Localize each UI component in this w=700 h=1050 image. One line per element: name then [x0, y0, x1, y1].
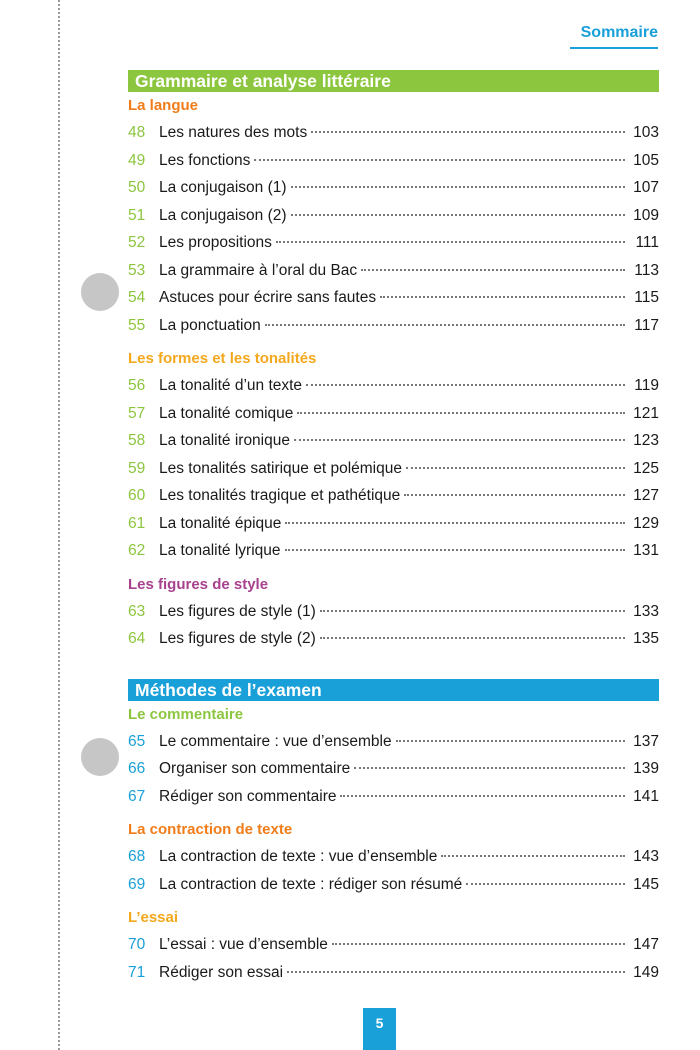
dot-leader: [285, 548, 626, 551]
dot-leader: [441, 854, 625, 857]
entry-page: 143: [633, 848, 659, 865]
entry-number: 63: [128, 602, 146, 620]
entry-title: La tonalité comique: [159, 404, 294, 422]
dot-leader: [297, 411, 625, 414]
toc-entry[interactable]: [128, 482, 659, 510]
entry-title: Le commentaire : vue d’ensemble: [159, 732, 392, 750]
entry-page: 133: [633, 602, 659, 620]
entry-page: 123: [633, 432, 659, 449]
toc-entry[interactable]: [128, 229, 659, 257]
subsection-heading: L’essai: [128, 909, 179, 926]
entry-number: 48: [128, 124, 146, 141]
entry-number: 55: [128, 316, 146, 334]
entry-page: 119: [634, 377, 659, 394]
toc-entry[interactable]: [128, 372, 659, 400]
entry-title: La tonalité lyrique: [159, 542, 281, 559]
entry-number: 54: [128, 289, 146, 306]
entry-page: 125: [633, 459, 659, 477]
entry-number: 51: [128, 206, 146, 224]
entry-title: La grammaire à l’oral du Bac: [159, 261, 358, 279]
binder-hole: [81, 738, 119, 776]
entry-number: 52: [128, 234, 146, 251]
toc-entry[interactable]: [128, 427, 659, 455]
subsection-heading: La contraction de texte: [128, 821, 293, 838]
dot-leader: [285, 521, 625, 524]
entry-number: 53: [128, 261, 146, 279]
entry-number: 58: [128, 432, 146, 449]
section-heading: Méthodes de l’examen: [128, 679, 659, 701]
entry-page: 109: [633, 206, 659, 224]
entry-number: 49: [128, 151, 146, 169]
toc-entry[interactable]: [128, 312, 659, 340]
subsection-heading: Le commentaire: [128, 705, 244, 723]
toc-entry[interactable]: [128, 783, 659, 811]
dot-leader: [466, 882, 625, 885]
dot-leader: [311, 130, 625, 133]
entry-number: 60: [128, 487, 146, 504]
perforation-line: [58, 0, 60, 1050]
toc-entry[interactable]: [128, 931, 659, 959]
binder-hole: [81, 273, 119, 311]
toc-entry[interactable]: [128, 625, 659, 653]
entry-page: 113: [634, 261, 659, 279]
dot-leader: [294, 438, 625, 441]
entry-number: 64: [128, 630, 146, 647]
header-underline: [570, 47, 658, 49]
entry-page: 121: [633, 404, 659, 422]
header-title: Sommaire: [580, 24, 658, 41]
entry-title: Les tonalités tragique et pathétique: [159, 487, 401, 504]
entry-number: 66: [128, 760, 146, 777]
dot-leader: [361, 268, 625, 271]
entry-page: 131: [633, 542, 659, 559]
table-of-contents: [128, 70, 659, 986]
entry-page: 117: [634, 316, 659, 334]
entry-number: 59: [128, 459, 146, 477]
entry-title: Les propositions: [159, 234, 272, 251]
toc-entry[interactable]: [128, 755, 659, 783]
dot-leader: [320, 609, 625, 612]
toc-entry[interactable]: [128, 257, 659, 285]
entry-title: Les tonalités satirique et polémique: [159, 459, 402, 477]
entry-number: 70: [128, 936, 146, 953]
entry-number: 71: [128, 963, 146, 981]
entry-title: Organiser son commentaire: [159, 760, 351, 777]
entry-page: 127: [633, 487, 659, 504]
toc-entry[interactable]: [128, 284, 659, 312]
dot-leader: [320, 636, 625, 639]
page-number: 5: [363, 1008, 396, 1050]
dot-leader: [404, 493, 625, 496]
subsection-heading: La langue: [128, 97, 199, 114]
entry-title: La tonalité épique: [159, 514, 282, 532]
dot-leader: [287, 970, 625, 973]
entry-number: 50: [128, 179, 146, 196]
dot-leader: [291, 213, 625, 216]
entry-title: Les figures de style (2): [159, 630, 316, 647]
entry-number: 62: [128, 542, 146, 559]
dot-leader: [291, 185, 625, 188]
toc-entry[interactable]: [128, 871, 659, 899]
entry-title: La tonalité d’un texte: [159, 377, 303, 394]
entry-page: 115: [634, 289, 659, 306]
entry-page: 139: [633, 760, 659, 777]
dot-leader: [340, 794, 625, 797]
dot-leader: [265, 323, 625, 326]
toc-entry[interactable]: [128, 728, 659, 756]
entry-title: La contraction de texte : vue d’ensemble: [159, 848, 438, 865]
dot-leader: [354, 766, 625, 769]
entry-number: 65: [128, 732, 146, 750]
entry-number: 67: [128, 787, 146, 805]
toc-entry[interactable]: [128, 537, 659, 565]
dot-leader: [276, 240, 625, 243]
dot-leader: [306, 383, 625, 386]
entry-page: 129: [633, 514, 659, 532]
toc-entry[interactable]: [128, 843, 659, 871]
toc-entry[interactable]: [128, 510, 659, 538]
entry-title: Rédiger son essai: [159, 963, 284, 981]
entry-page: 105: [633, 151, 659, 169]
entry-number: 56: [128, 377, 146, 394]
toc-entry[interactable]: [128, 174, 659, 202]
dot-leader: [396, 739, 625, 742]
entry-title: Rédiger son commentaire: [159, 787, 337, 805]
dot-leader: [380, 295, 625, 298]
entry-title: Les fonctions: [159, 151, 251, 169]
entry-title: La conjugaison (2): [159, 206, 287, 224]
entry-page: 137: [633, 732, 659, 750]
subsection-heading: Les formes et les tonalités: [128, 350, 317, 367]
entry-number: 68: [128, 848, 146, 865]
entry-number: 69: [128, 875, 146, 893]
entry-page: 141: [633, 787, 659, 805]
entry-title: Les figures de style (1): [159, 602, 316, 620]
subsection-heading: Les figures de style: [128, 575, 269, 593]
entry-page: 135: [633, 630, 659, 647]
toc-entry[interactable]: [128, 147, 659, 175]
entry-title: La conjugaison (1): [159, 179, 287, 196]
entry-page: 107: [633, 179, 659, 196]
entry-page: 145: [633, 875, 659, 893]
dot-leader: [254, 158, 625, 161]
entry-title: La tonalité ironique: [159, 432, 290, 449]
dot-leader: [332, 942, 625, 945]
entry-page: 103: [633, 124, 659, 141]
entry-page: 149: [633, 963, 659, 981]
entry-page: 147: [633, 936, 659, 953]
entry-page: 111: [635, 234, 659, 251]
entry-title: Les natures des mots: [159, 124, 308, 141]
entry-title: L’essai : vue d’ensemble: [159, 936, 328, 953]
toc-entry[interactable]: [128, 202, 659, 230]
entry-title: Astuces pour écrire sans fautes: [159, 289, 377, 306]
entry-number: 61: [128, 514, 146, 532]
entry-title: La ponctuation: [159, 316, 261, 334]
toc-entry[interactable]: [128, 598, 659, 626]
section-heading: Grammaire et analyse littéraire: [128, 70, 659, 92]
toc-entry[interactable]: [128, 400, 659, 428]
dot-leader: [406, 466, 625, 469]
toc-entry[interactable]: [128, 455, 659, 483]
entry-title: La contraction de texte : rédiger son résumé: [159, 875, 463, 893]
toc-entry[interactable]: [128, 119, 659, 147]
entry-number: 57: [128, 404, 146, 422]
toc-entry[interactable]: [128, 959, 659, 987]
